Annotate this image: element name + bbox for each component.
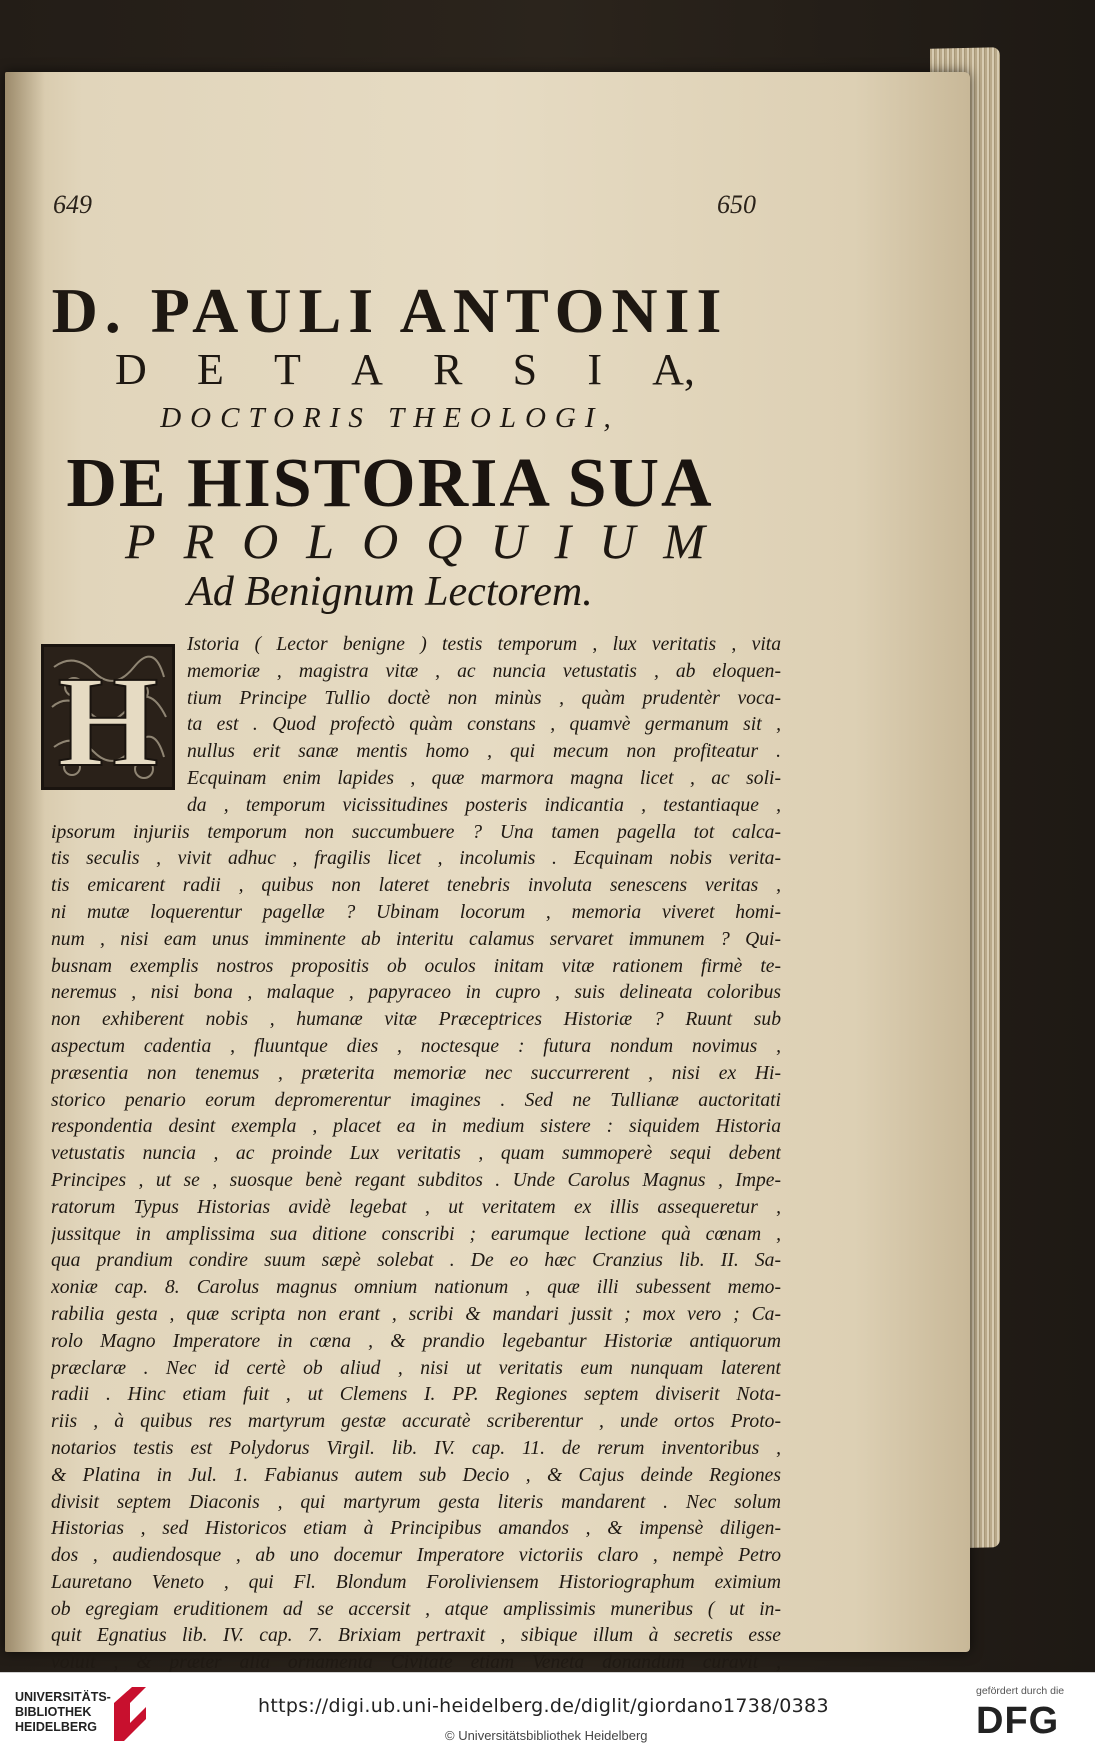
title-line-1: D. PAULI ANTONII [51, 275, 729, 346]
title-letter: I [587, 345, 602, 394]
viewer-footer [0, 1672, 1095, 1756]
book-page [5, 72, 970, 1672]
library-name-line: HEIDELBERG [15, 1720, 97, 1734]
text-line: Istoria ( Lector benigne ) testis temporum , lux veritatis , vita [187, 634, 781, 655]
text-line: Principes , ut se , suosque benè regant subditos . Unde Carolus Magnus , Impe- [51, 1169, 781, 1191]
title-letter: Q [426, 513, 463, 569]
permalink-url[interactable]: https://digi.ub.uni-heidelberg.de/diglit/giordano1738/0383 [258, 1695, 829, 1717]
text-line: busnam exemplis nostros propositis ob oculos initam vitæ rationem firmè te- [51, 955, 781, 977]
funding-note: gefördert durch die [976, 1685, 1065, 1697]
text-line: radii . Hinc etiam fuit , ut Clemens I. PP. Regiones septem diviserit Nota- [51, 1384, 781, 1406]
text-line: ratorum Typus Historias avidè legebat , ut veritatem ex illis assequeretur , [51, 1196, 781, 1218]
text-line: ob egregiam eruditionem ad se accersit , atque amplissimis muneribus ( ut in- [51, 1598, 781, 1620]
text-line: tium Principe Tullio doctè non minùs , quàm prudentèr voca- [187, 687, 781, 709]
title-letter: O [242, 513, 279, 569]
title-letter: E [196, 345, 224, 394]
text-line: præsentia non tenemus , præterita memoriæ nec succurrerent , nisi ex Hi- [51, 1062, 781, 1084]
text-line: rabilia gesta , quæ scripta non erant , scribi & mandari jussit ; mox vero ; Ca- [51, 1303, 781, 1325]
title-letter: U [490, 513, 527, 569]
title-letter: D [115, 345, 147, 394]
title-letter: T [274, 345, 301, 394]
library-mark-icon [110, 1683, 150, 1745]
title-line-5 [125, 512, 705, 570]
text-line: notarios testis est Polydorus Virgil. lib. IV. cap. 11. de rerum inventoribus , [51, 1437, 781, 1459]
text-line: da , temporum vicissitudines posteris indicantia , testantiaque , [187, 794, 781, 816]
text-line: neremus , nisi bona , malaque , papyraceo in cupro , suis delineata coloribus [51, 982, 781, 1004]
library-name-line: UNIVERSITÄTS- [15, 1690, 111, 1704]
text-line: Ecquinam enim lapides , quæ marmora magna licet , ac soli- [187, 767, 781, 789]
library-name-line: BIBLIOTHEK [15, 1705, 92, 1719]
text-line: num , nisi eam unus imminente ab interitu calamus servaret immunem ? Qui- [51, 928, 781, 950]
title-line-3: DOCTORIS THEOLOGI, [160, 402, 620, 434]
copyright-notice: © Universitätsbibliothek Heidelberg [445, 1728, 648, 1743]
initial-letter: H [57, 650, 159, 787]
text-line: jussitque in amplissima sua ditione conscribi ; earumque lectione quà cœnam , [51, 1223, 781, 1245]
text-line: non exhiberent nobis , humanæ vitæ Præceptrices Historiæ ? Ruunt sub [51, 1009, 781, 1031]
title-line-2 [115, 344, 695, 395]
title-line-4: DE HISTORIA SUA [66, 445, 714, 522]
dfg-logo[interactable]: DFG [976, 1700, 1060, 1742]
text-line: vetustatis nuncia , ac proinde Lux veritatis , quam summoperè sequi debent [51, 1143, 781, 1165]
title-letter: A [351, 345, 383, 394]
text-line: & Platina in Jul. 1. Fabianus autem sub Decio , & Cajus deinde Regiones [51, 1464, 781, 1486]
text-line: respondentia desint exempla , placet ea in medium sistere : siquidem Historia [51, 1116, 781, 1138]
title-letter: R [433, 345, 463, 394]
folio-right: 650 [717, 190, 756, 219]
title-letter: O [362, 513, 399, 569]
title-letter: P [125, 513, 156, 569]
text-line: memoriæ , magistra vitæ , ac nuncia vetustatis , ab eloquen- [187, 660, 781, 682]
text-line: tis emicarent radii , quibus non lateret tenebris involuta senescens veritas , [51, 875, 781, 897]
text-line: divisit septem Diaconis , qui martyrum gesta literis mandarent . Nec solum [51, 1491, 781, 1513]
text-line: Lauretano Veneto , qui Fl. Blondum Foroliviensem Historiographum eximium [51, 1571, 781, 1593]
text-line: ta est . Quod profectò quàm constans , quamvè germanum sit , [187, 714, 781, 736]
text-line: Historias , sed Historicos etiam à Principibus amandos , & impensè diligen- [51, 1518, 781, 1540]
title-letter: A, [652, 345, 695, 394]
title-letter: R [183, 513, 215, 569]
title-letter: U [599, 513, 636, 569]
text-line: quit Egnatius lib. IV. cap. 7. Brixiam pertraxit , sibique illum à secretis esse [51, 1625, 781, 1647]
title-letter: L [306, 513, 335, 569]
text-line: qua prandium condire suum sæpè solebat . De eo hæc Cranzius lib. II. Sa- [51, 1250, 781, 1272]
text-line: dos , audiendosque , ab uno docemur Imperatore victoriis claro , nempè Petro [51, 1545, 781, 1567]
title-letter: S [512, 345, 538, 394]
text-line: voluit , & præter alia ornamenta Civitate etiam Veneta donandum curavit , [51, 1652, 781, 1672]
text-line: storico penario eorum depromerentur imagines . Sed ne Tullianæ auctoritati [51, 1089, 781, 1111]
text-line: præclaræ . Nec id certè ob aliud , nisi ut veritatis eum nunquam laterent [51, 1357, 781, 1379]
title-letter: I [554, 513, 572, 569]
text-line: xoniæ cap. 8. Carolus magnus omnium nationum , quæ illi subessent memo- [51, 1277, 781, 1299]
text-line: tis seculis , vivit adhuc , fragilis licet , incolumis . Ecquinam nobis verita- [51, 848, 781, 870]
text-line: ni mutæ loquerentur pagellæ ? Ubinam locorum , memoria viveret homi- [51, 901, 781, 923]
folio-left: 649 [53, 190, 92, 219]
library-logo[interactable] [15, 1690, 111, 1735]
text-line: ipsorum injuriis temporum non succumbuere ? Una tamen pagella tot calca- [51, 821, 781, 843]
title-letter: M [663, 513, 705, 569]
text-line: nullus erit sanæ mentis homo , qui mecum non profiteatur . [187, 741, 781, 763]
text-line: rolo Magno Imperatore in cœna , & prandio legebantur Historiæ antiquorum [51, 1330, 781, 1352]
title-line-6: Ad Benignum Lectorem. [187, 569, 593, 615]
text-line: aspectum cadentia , fluuntque dies , noctesque : futura nondum novimus , [51, 1035, 781, 1057]
text-line: riis , à quibus res martyrum gestæ accuratè scriberentur , unde ortos Proto- [51, 1411, 781, 1433]
body-text [51, 632, 781, 1672]
